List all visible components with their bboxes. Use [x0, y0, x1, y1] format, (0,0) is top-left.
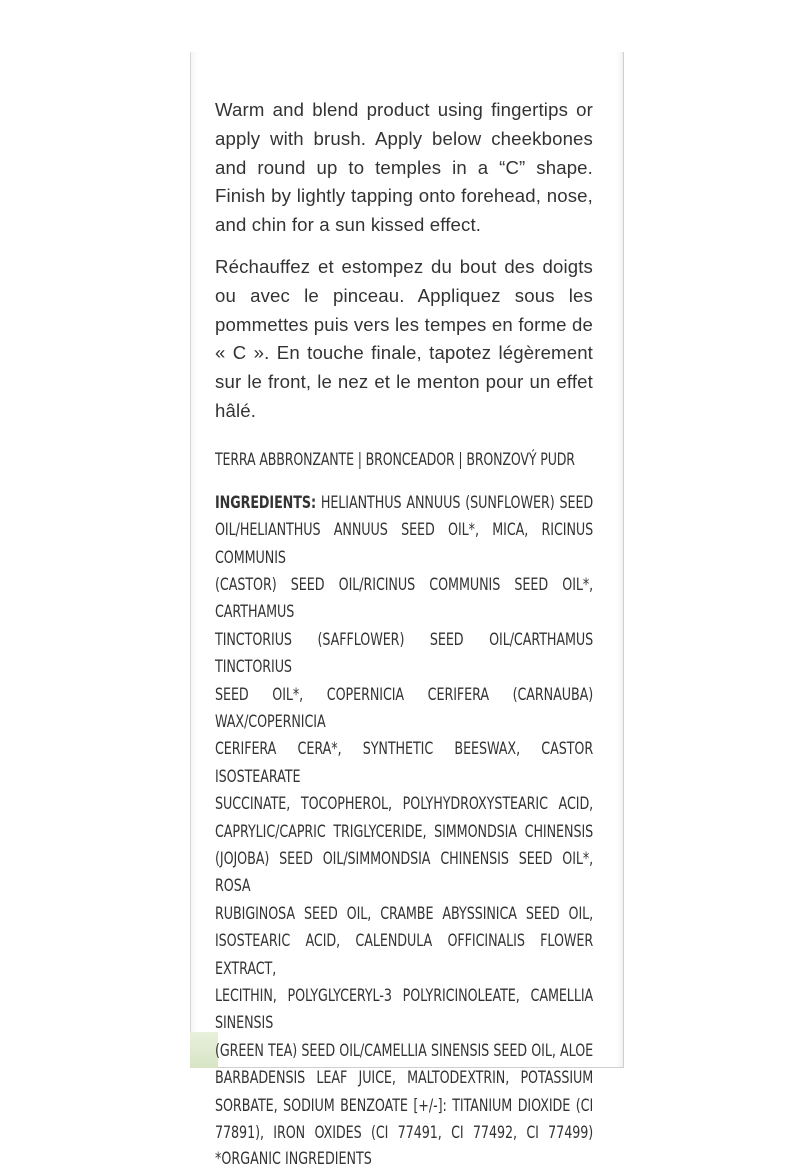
ingredient-line: 77891), IRON OXIDES (CI 77491, CI 77492, CI 77499) [215, 1123, 594, 1144]
product-names-multilingual: TERRA ABBRONZANTE | BRONCEADOR | BRONZOVÝ PUDR [215, 449, 575, 470]
instructions-french: Réchauffez et estompez du bout des doigts ou avec le pinceau. Appliquez sous les pommettes puis vers les tempes en forme de « C ». En touche finale, tapotez légèrement sur le front, le nez et le menton pour un effet hâlé. [215, 255, 593, 421]
ingredient-line: CAPRYLIC/CAPRIC TRIGLYCERIDE, SIMMONDSIA CHINENSIS [215, 821, 594, 842]
ingredient-line: SUCCINATE, TOCOPHEROL, POLYHYDROXYSTEARIC ACID, [215, 794, 594, 815]
ingredient-line: (JOJOBA) SEED OIL/SIMMONDSIA CHINENSIS SEED OIL*, ROSA [215, 849, 594, 897]
ingredient-line: INGREDIENTS: HELIANTHUS ANNUUS (SUNFLOWER) SEED [215, 492, 594, 513]
ingredient-line: (CASTOR) SEED OIL/RICINUS COMMUNIS SEED OIL*, CARTHAMUS [215, 574, 594, 623]
ingredient-line: LECITHIN, POLYGLYCERYL-3 POLYRICINOLEATE, CAMELLIA SINENSIS [215, 986, 594, 1034]
ingredient-line: TINCTORIUS (SAFFLOWER) SEED OIL/CARTHAMUS TINCTORIUS [215, 629, 594, 678]
ingredient-line: SORBATE, SODIUM BENZOATE [+/-]: TITANIUM DIOXIDE (CI [215, 1095, 594, 1116]
package-green-tab [190, 1032, 218, 1068]
ingredient-line: ISOSTEARIC ACID, CALENDULA OFFICINALIS FLOWER EXTRACT, [215, 931, 594, 979]
ingredient-line: OIL/HELIANTHUS ANNUUS SEED OIL*, MICA, RICINUS COMMUNIS [215, 520, 594, 568]
ingredient-line: BARBADENSIS LEAF JUICE, MALTODEXTRIN, POTASSIUM [215, 1068, 594, 1089]
label-text-area [215, 96, 593, 1172]
instructions-english: Warm and blend product using fingertips or apply with brush. Apply below cheekbones and round up to temples in a “C” shape. Finish by lightly tapping onto forehead, nose, and chin for a sun kissed effect. [215, 99, 593, 236]
ingredient-line: CERIFERA CERA*, SYNTHETIC BEESWAX, CASTOR ISOSTEARATE [215, 739, 594, 787]
organic-ingredients-note: *ORGANIC INGREDIENTS [215, 1148, 372, 1169]
ingredient-line: RUBIGINOSA SEED OIL, CRAMBE ABYSSINICA SEED OIL, [215, 903, 594, 924]
ingredients-list [215, 490, 593, 1148]
ingredient-line: SEED OIL*, COPERNICIA CERIFERA (CARNAUBA) WAX/COPERNICIA [215, 684, 594, 733]
ingredients-heading: INGREDIENTS: [215, 492, 316, 513]
ingredient-line: (GREEN TEA) SEED OIL/CAMELLIA SINENSIS SEED OIL, ALOE [215, 1040, 594, 1061]
